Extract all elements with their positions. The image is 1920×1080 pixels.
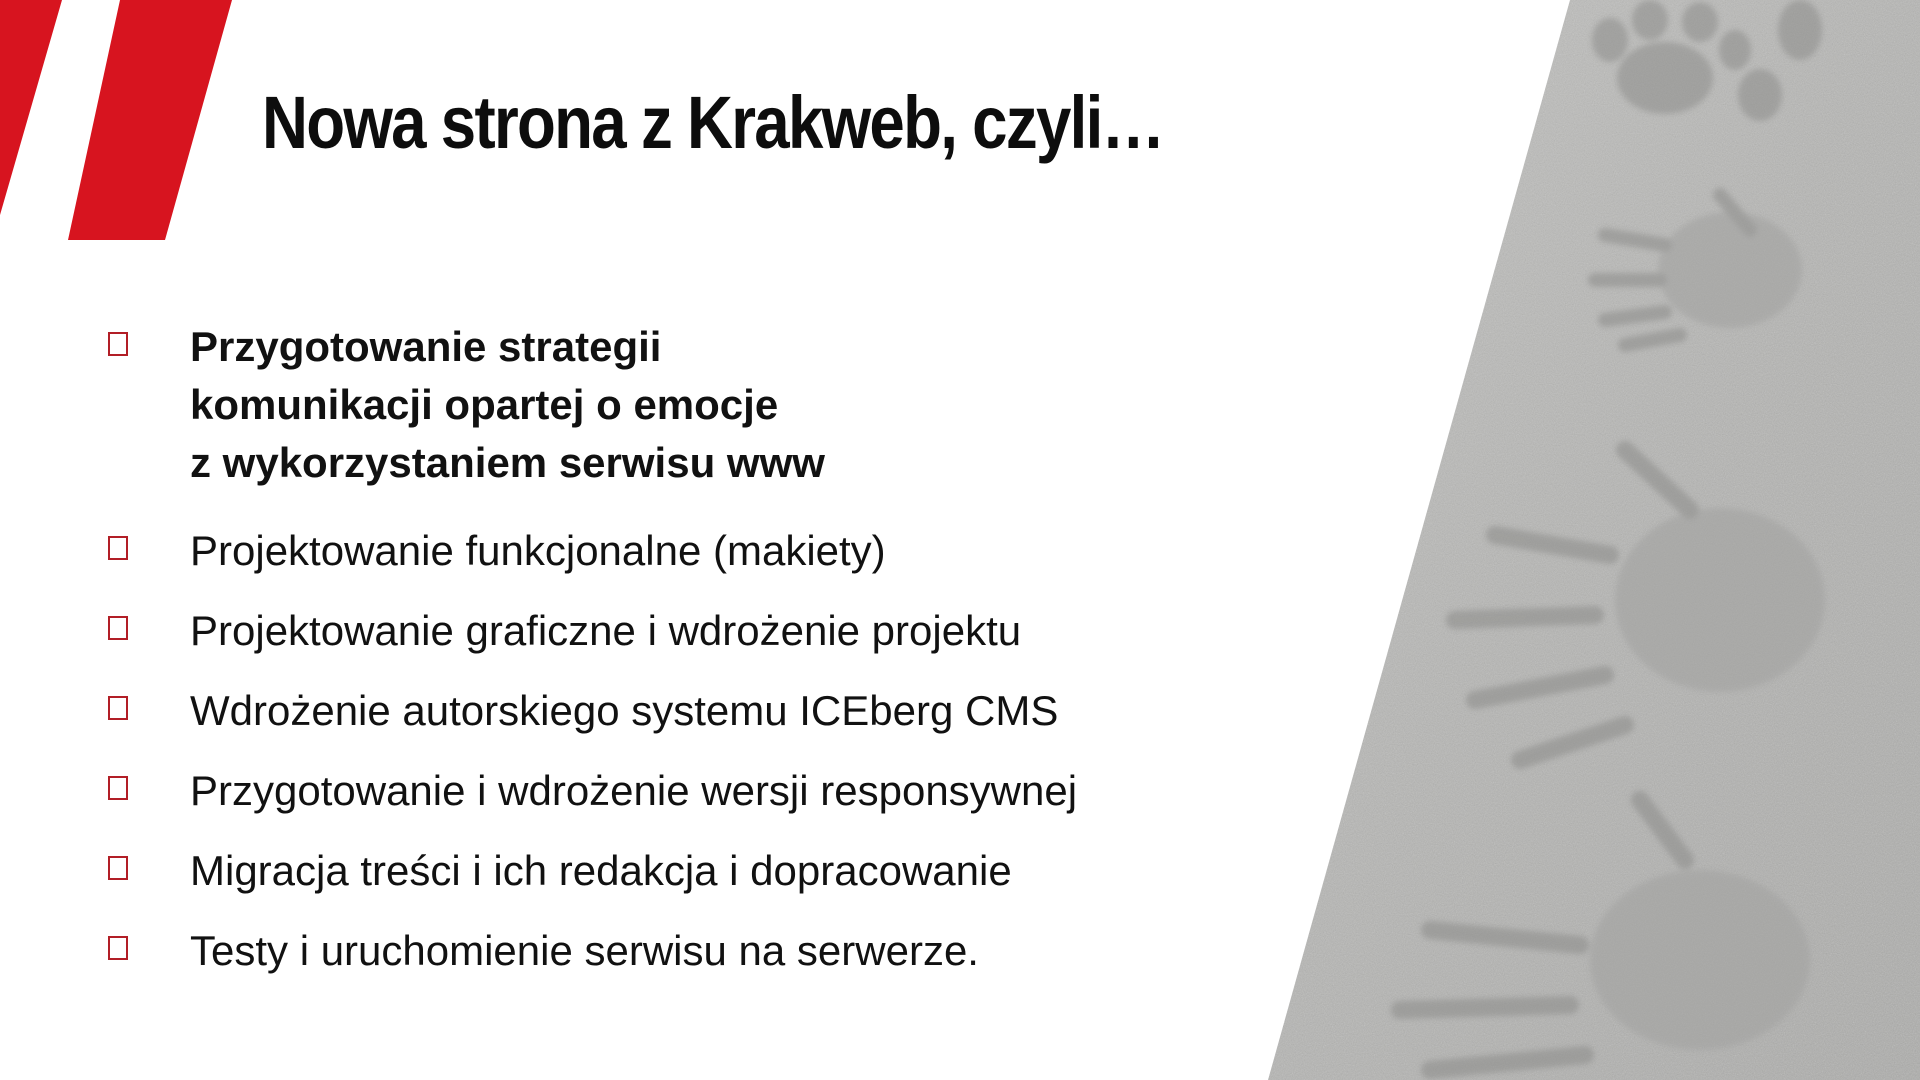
list-item xyxy=(108,682,1248,740)
bullet-text: Przygotowanie i wdrożenie wersji responsywnej xyxy=(190,767,1078,814)
checkbox-icon xyxy=(108,696,128,720)
bullet-text: Projektowanie graficzne i wdrożenie projektu xyxy=(190,607,1022,654)
checkbox-icon xyxy=(108,856,128,880)
bullet-list xyxy=(108,318,1248,1002)
list-item xyxy=(108,842,1248,900)
checkbox-icon xyxy=(108,536,128,560)
checkbox-icon xyxy=(108,776,128,800)
bullet-text: Wdrożenie autorskiego systemu ICEberg CMS xyxy=(190,687,1059,734)
checkbox-icon xyxy=(108,616,128,640)
bullet-text: Przygotowanie strategii komunikacji opartej o emocje z wykorzystaniem serwisu www xyxy=(190,323,825,486)
red-diagonal-stripes-icon xyxy=(0,0,240,245)
list-item xyxy=(108,522,1248,580)
bullet-text: Migracja treści i ich redakcja i dopracowanie xyxy=(190,847,1012,894)
bullet-text: Testy i uruchomienie serwisu na serwerze. xyxy=(190,927,979,974)
slide-title: Nowa strona z Krakweb, czyli… xyxy=(262,81,1164,164)
list-item xyxy=(108,602,1248,660)
list-item xyxy=(108,318,1248,492)
checkbox-icon xyxy=(108,936,128,960)
list-item xyxy=(108,762,1248,820)
checkbox-icon xyxy=(108,332,128,356)
bullet-text: Projektowanie funkcjonalne (makiety) xyxy=(190,527,886,574)
list-item xyxy=(108,922,1248,980)
